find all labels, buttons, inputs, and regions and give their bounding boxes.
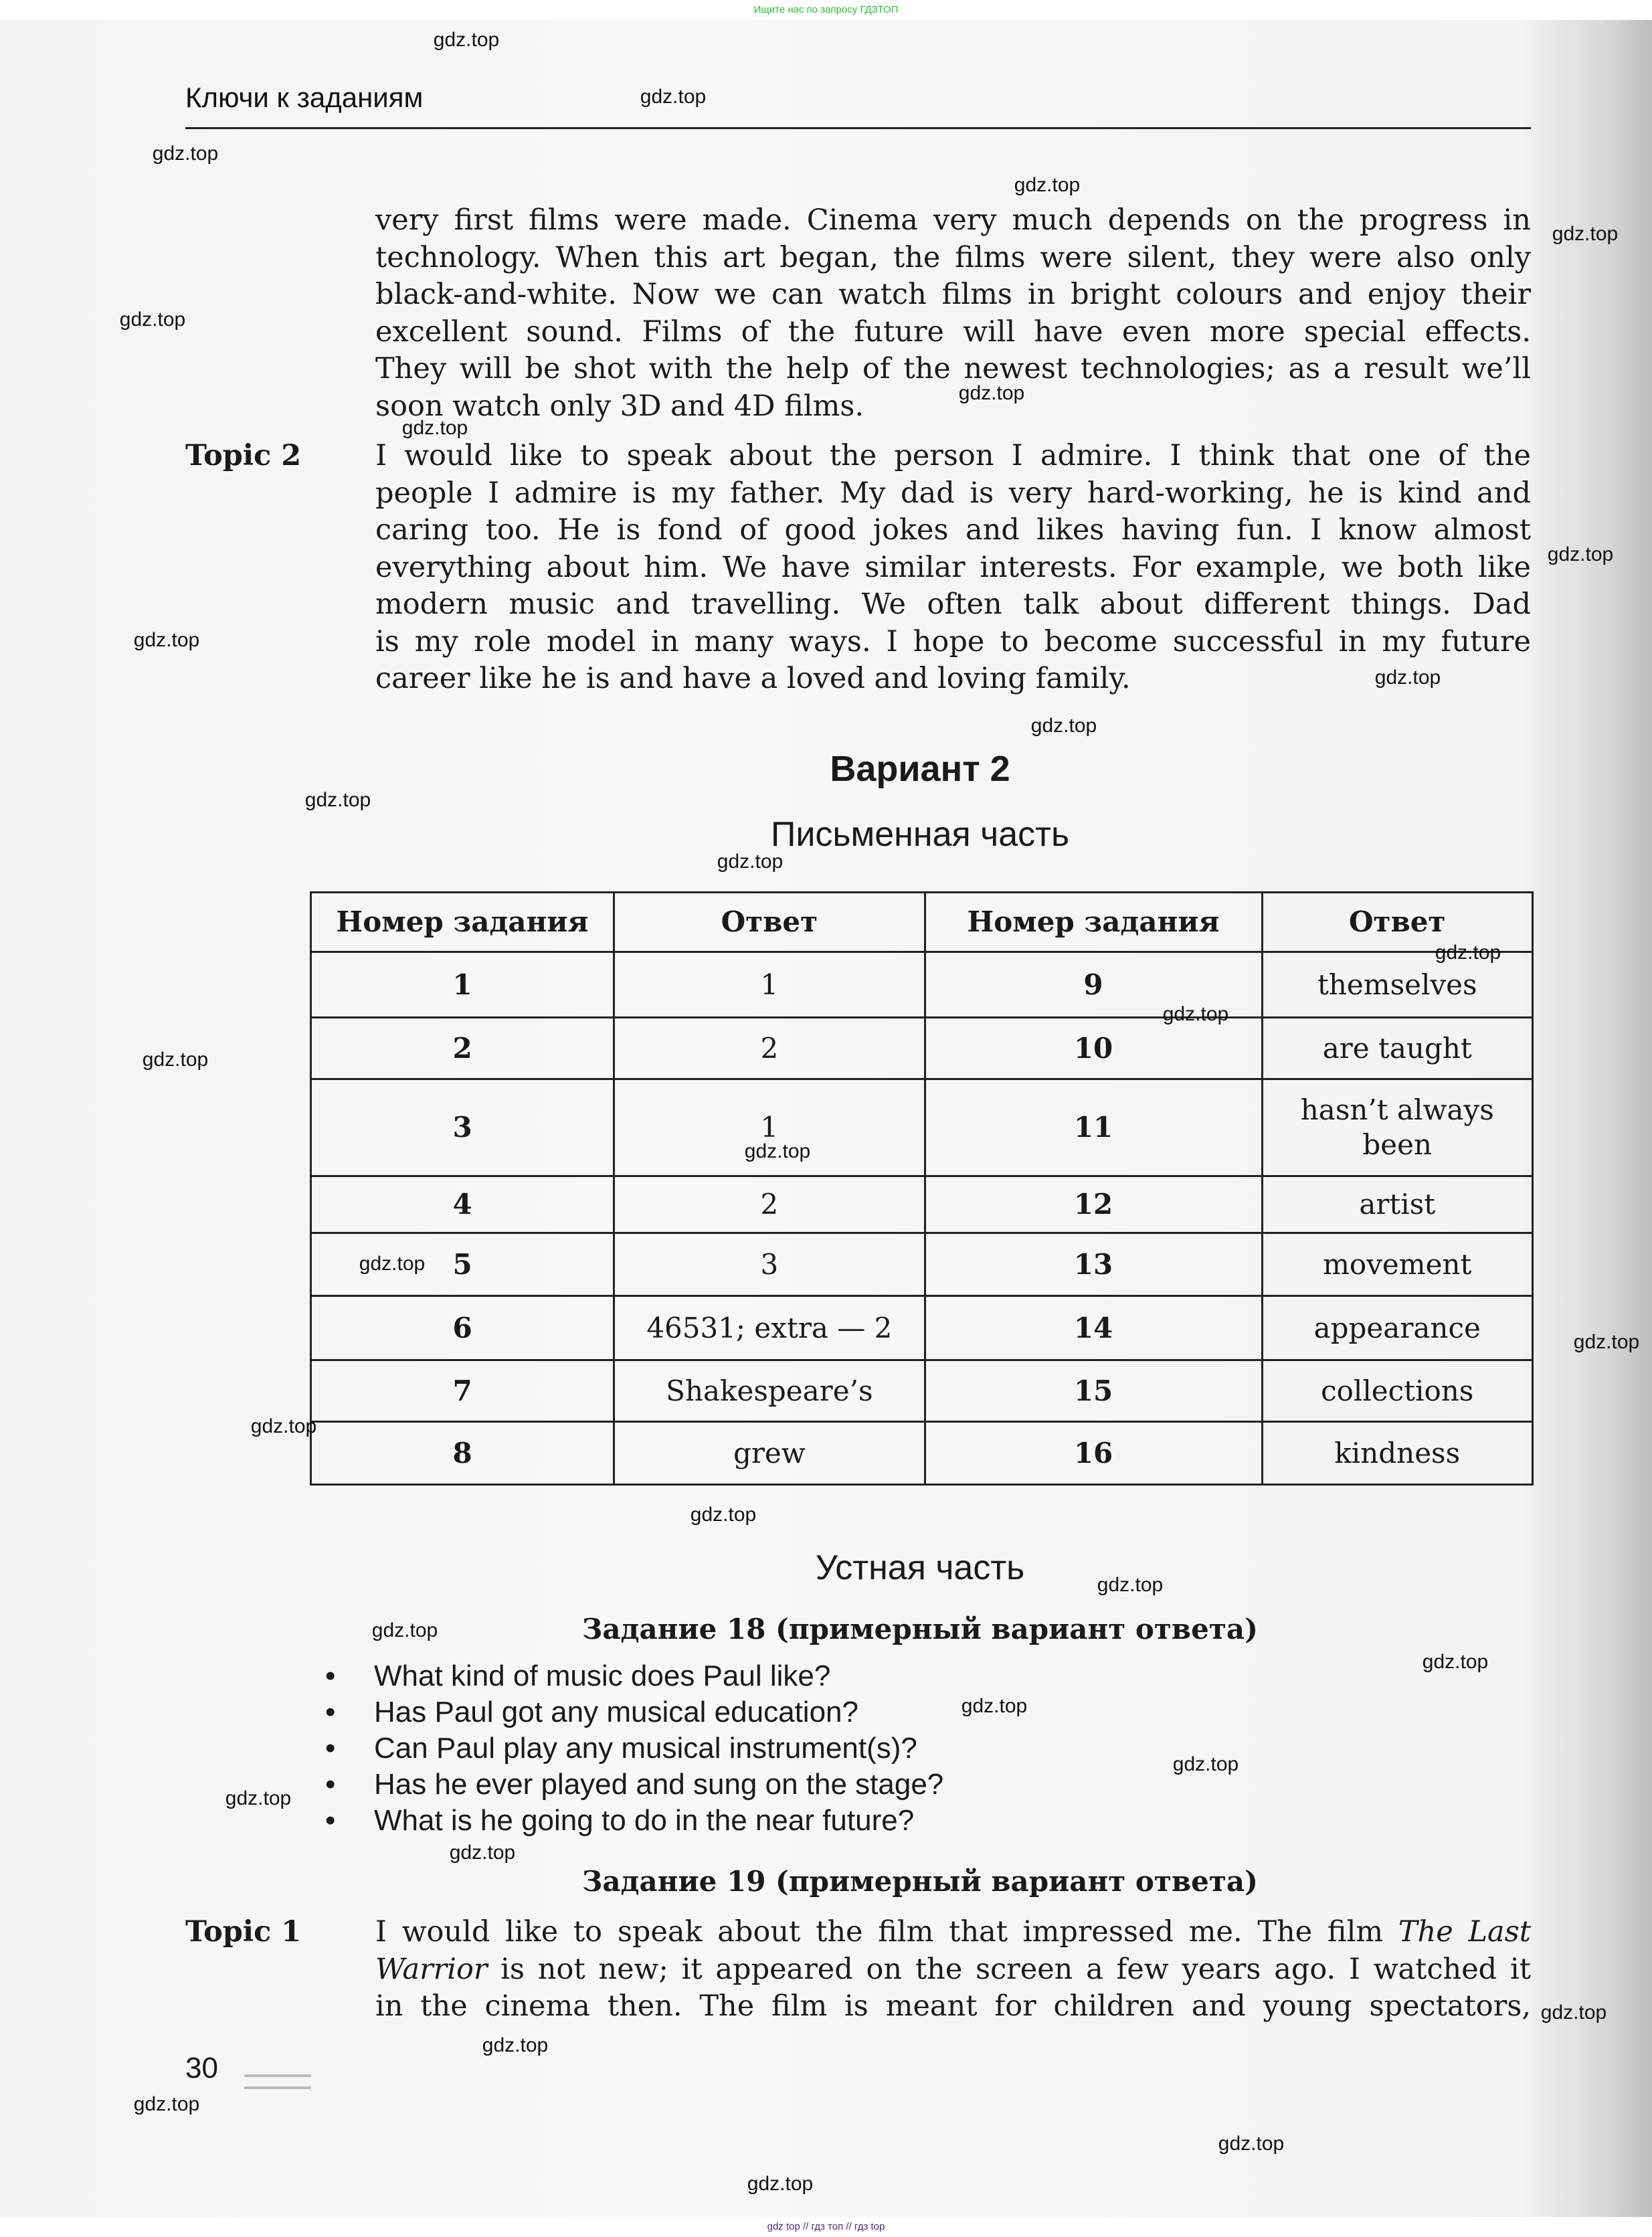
watermark: gdz.top xyxy=(1030,715,1097,737)
watermark: gdz.top xyxy=(1218,2133,1285,2155)
watermark: gdz.top xyxy=(449,1842,516,1864)
task-number: 15 xyxy=(925,1360,1262,1422)
answer: 2 xyxy=(614,1176,925,1233)
answer: movement xyxy=(1262,1233,1533,1296)
watermark: gdz.top xyxy=(1547,543,1614,565)
list-item: • Can Paul play any musical instrument(s)? xyxy=(325,1732,917,1765)
page-number-decoration xyxy=(244,2074,311,2089)
task-number: 16 xyxy=(925,1422,1262,1485)
watermark: gdz.top xyxy=(640,86,707,108)
task-number: 5 xyxy=(311,1233,614,1296)
watermark: gdz.top xyxy=(433,29,500,51)
text-line: technology. When this art began, the films were silent, they were also only xyxy=(375,240,1531,274)
task-number: 11 xyxy=(925,1079,1262,1176)
written-part-title: Письменная часть xyxy=(770,815,1070,854)
table-row xyxy=(311,952,1533,1018)
answer: artist xyxy=(1262,1176,1533,1233)
list-item: • Has Paul got any musical education? xyxy=(325,1696,858,1728)
answers-table xyxy=(310,891,1534,1486)
watermark: gdz.top xyxy=(1552,223,1619,245)
running-header: Ключи к заданиям xyxy=(185,82,424,113)
oral-part-title: Устная часть xyxy=(815,1548,1025,1587)
text-line: modern music and travelling. We often talk about different things. Dad xyxy=(375,588,1531,621)
bottom-banner: gdz top // гдз топ // гдз top xyxy=(0,2217,1652,2237)
variant-title: Вариант 2 xyxy=(830,749,1010,789)
text-line: I would like to speak about the person I admire. I think that one of the xyxy=(375,439,1531,472)
answer: collections xyxy=(1262,1360,1533,1422)
topic1-paragraph xyxy=(375,1914,1531,2026)
task-number: 10 xyxy=(925,1018,1262,1079)
answer: kindness xyxy=(1262,1422,1533,1485)
task-number: 14 xyxy=(925,1296,1262,1360)
list-item: • What is he going to do in the near future? xyxy=(325,1804,915,1837)
watermark: gdz.top xyxy=(1540,2001,1607,2024)
header-rule xyxy=(185,127,1531,129)
text-line: excellent sound. Films of the future will have even more special effects. xyxy=(375,315,1531,349)
table-row xyxy=(311,1360,1533,1422)
watermark: gdz.top xyxy=(133,629,200,651)
column-header: Ответ xyxy=(614,893,925,952)
text-line: very first films were made. Cinema very much depends on the progress in xyxy=(375,203,1531,237)
text-line: They will be shot with the help of the newest technologies; as a result we’ll xyxy=(375,352,1531,385)
page-number: 30 xyxy=(185,2052,218,2084)
answer: are taught xyxy=(1262,1018,1533,1079)
table-row xyxy=(311,1233,1533,1296)
answer: 2 xyxy=(614,1018,925,1079)
watermark: gdz.top xyxy=(142,1049,209,1071)
answer: 1 xyxy=(614,952,925,1018)
answer: 3 xyxy=(614,1233,925,1296)
answer: 46531; extra — 2 xyxy=(614,1296,925,1360)
column-header: Ответ xyxy=(1262,893,1533,952)
text-line: caring too. He is fond of good jokes and likes having fun. I know almost xyxy=(375,513,1531,547)
table-row xyxy=(311,1422,1533,1485)
text-line: everything about him. We have similar interests. For example, we both like xyxy=(375,550,1531,584)
table-row xyxy=(311,1079,1533,1176)
watermark: gdz.top xyxy=(152,143,219,165)
text-line: in the cinema then. The film is meant for children and young spectators, xyxy=(375,1989,1531,2023)
watermark: gdz.top xyxy=(371,1619,438,1641)
answer: hasn’t always been xyxy=(1262,1079,1533,1176)
table-header-row xyxy=(311,893,1533,952)
task18-questions xyxy=(325,1658,943,1839)
watermark: gdz.top xyxy=(133,2093,200,2115)
table-row xyxy=(311,1176,1533,1233)
answer: themselves xyxy=(1262,952,1533,1018)
watermark: gdz.top xyxy=(1374,666,1441,689)
film-title: The Last xyxy=(1398,1915,1531,1949)
text-line: is my role model in many ways. I hope to become successful in my future xyxy=(375,624,1531,658)
table-row xyxy=(311,1296,1533,1360)
text-line: black-and-white. Now we can watch films in bright colours and enjoy their xyxy=(375,278,1531,311)
answer: grew xyxy=(614,1422,925,1485)
task-number: 1 xyxy=(311,952,614,1018)
topic2-paragraph xyxy=(375,438,1531,698)
text-line: I would like to speak about the film that impressed me. The film The Last xyxy=(375,1915,1531,1949)
text-line: career like he is and have a loved and loving family. xyxy=(375,662,1131,695)
task-number: 9 xyxy=(925,952,1262,1018)
table-row xyxy=(311,1018,1533,1079)
watermark: gdz.top xyxy=(961,1695,1028,1717)
watermark: gdz.top xyxy=(1097,1574,1164,1596)
column-header: Номер задания xyxy=(925,893,1262,952)
text-line: people I admire is my father. My dad is very hard-working, he is kind and xyxy=(375,476,1531,510)
topic1-label: Topic 1 xyxy=(185,1915,302,1949)
watermark: gdz.top xyxy=(401,417,468,439)
watermark: gdz.top xyxy=(482,2034,549,2056)
watermark: gdz.top xyxy=(1172,1753,1239,1775)
watermark: gdz.top xyxy=(747,2173,814,2195)
watermark: gdz.top xyxy=(1162,1003,1229,1025)
watermark: gdz.top xyxy=(304,789,371,811)
watermark: gdz.top xyxy=(250,1415,317,1437)
task-number: 6 xyxy=(311,1296,614,1360)
task-number: 13 xyxy=(925,1233,1262,1296)
task18-title: Задание 18 (примерный вариант ответа) xyxy=(582,1613,1258,1645)
task-number: 2 xyxy=(311,1018,614,1079)
watermark: gdz.top xyxy=(1014,174,1081,196)
watermark: gdz.top xyxy=(1573,1331,1640,1353)
watermark: gdz.top xyxy=(1422,1651,1489,1673)
watermark: gdz.top xyxy=(744,1140,811,1162)
watermark: gdz.top xyxy=(717,851,784,873)
task-number: 7 xyxy=(311,1360,614,1422)
watermark: gdz.top xyxy=(958,382,1025,404)
task-number: 3 xyxy=(311,1079,614,1176)
task19-title: Задание 19 (примерный вариант ответа) xyxy=(582,1865,1258,1898)
text-line: Warrior is not new; it appeared on the screen a few years ago. I watched it xyxy=(375,1952,1531,1986)
intro-paragraph xyxy=(375,202,1531,425)
watermark: gdz.top xyxy=(119,308,186,331)
film-title: Warrior xyxy=(375,1952,488,1986)
answer: Shakespeare’s xyxy=(614,1360,925,1422)
watermark: gdz.top xyxy=(359,1253,426,1275)
watermark: gdz.top xyxy=(1435,942,1501,964)
answer: appearance xyxy=(1262,1296,1533,1360)
topic2-label: Topic 2 xyxy=(185,439,302,472)
answer: 1 xyxy=(614,1079,925,1176)
column-header: Номер задания xyxy=(311,893,614,952)
watermark: gdz.top xyxy=(225,1787,292,1809)
top-banner: Ищите нас по запросу ГДЗТОП xyxy=(0,0,1652,20)
task-number: 4 xyxy=(311,1176,614,1233)
task-number: 12 xyxy=(925,1176,1262,1233)
task-number: 8 xyxy=(311,1422,614,1485)
watermark: gdz.top xyxy=(690,1504,757,1526)
text-line: soon watch only 3D and 4D films. xyxy=(375,389,864,423)
list-item: • Has he ever played and sung on the stage? xyxy=(325,1768,944,1801)
list-item: • What kind of music does Paul like? xyxy=(325,1660,831,1692)
